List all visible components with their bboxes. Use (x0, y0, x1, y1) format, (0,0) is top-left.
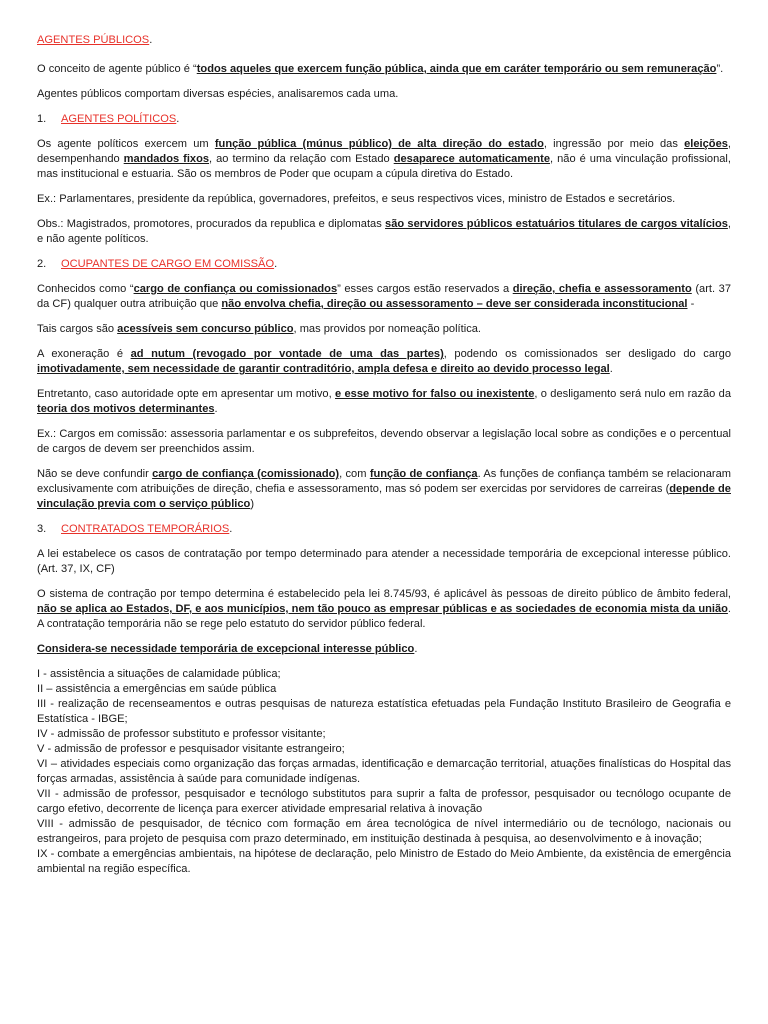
list-item: IX - combate a emergências ambientais, na hipótese de declaração, pelo Ministro de Estado do Meio Ambiente, da existência de emergência ambiental na região específica. (37, 848, 731, 875)
document-title (37, 33, 731, 48)
section-2-paragraph-3 (37, 347, 731, 377)
intro-paragraph-2: Agentes públicos comportam diversas espécies, analisaremos cada uma. (37, 88, 399, 100)
section-1-observation (37, 217, 731, 247)
section-3-paragraph-1: A lei estabelece os casos de contratação por tempo determinado para atender a necessidade temporária de excepcional interesse público. (Art. 37, IX, CF) (37, 548, 731, 575)
text-run: - (687, 298, 695, 310)
emphasis-run: imotivadamente, sem necessidade de garantir contraditório, ampla defesa e direito ao devido processo legal (37, 363, 610, 375)
text-run: . As funções de confiança também se relacionaram exclusivamente com atribuições de direção, chefia e assessoramento, mas só podem ser exercidas por servidores de carreiras ( (37, 468, 731, 495)
section-1-title: AGENTES POLÍTICOS (61, 113, 177, 125)
section-1-heading (37, 112, 731, 127)
emphasis-run: e esse motivo for falso ou inexistente (335, 388, 535, 400)
section-2-paragraph-1 (37, 282, 731, 312)
emphasis-run: são servidores públicos estatuários titulares de cargos vitalícios (385, 218, 728, 230)
section-2-dot: . (274, 258, 278, 270)
text-run: A exoneração é (37, 348, 131, 360)
title-text: AGENTES PÚBLICOS (37, 34, 150, 46)
text-run: Entretanto, caso autoridade opte em apresentar um motivo, (37, 388, 335, 400)
emphasis-run: direção, chefia e assessoramento (512, 283, 692, 295)
text-run: , não é uma vinculação profissional, mas institucional e estuaria. São os membros de Poder que ocupam a cúpula diretiva do Estado. (37, 153, 731, 180)
text-run: , mas providos por nomeação política. (293, 323, 481, 335)
text-run: (art. 37 da CF) qualquer outra atribuição que (37, 283, 731, 310)
list-item: II – assistência a emergências em saúde pública (37, 683, 277, 695)
list-item: VII - admissão de professor, pesquisador e tecnólogo substitutos para suprir a falta de professor, pesquisador ou tecnólogo ocupante de cargo efetivo, decorrente de licença para exercer atividade empresarial relativa à inovação (37, 788, 731, 815)
title-dot: . (149, 34, 153, 46)
section-3-title: CONTRATADOS TEMPORÁRIOS (61, 523, 230, 535)
section-3-heading (37, 522, 731, 537)
section-2-heading (37, 257, 731, 272)
list-item: III - realização de recenseamentos e outras pesquisas de natureza estatística efetuadas pela Fundação Instituto Brasileiro de Geografia e Estatística - IBGE; (37, 698, 731, 725)
emphasis-run: eleições (684, 138, 728, 150)
text-run: . (214, 403, 218, 415)
emphasis-run: mandados fixos (123, 153, 210, 165)
emphasis-run: teoria dos motivos determinantes (37, 403, 215, 415)
section-1-paragraph (37, 137, 731, 182)
intro-end: ”. (716, 63, 724, 75)
section-3-number: 3. (37, 523, 47, 535)
text-run: , com (339, 468, 370, 480)
section-3-paragraph-2 (37, 587, 731, 632)
intro-emphasis: todos aqueles que exercem função pública, ainda que em caráter temporário ou sem remuneração (196, 63, 717, 75)
emphasis-run: depende de vinculação previa com o serviço público (37, 483, 731, 510)
text-run: Os agente políticos exercem um (37, 138, 215, 150)
section-1-dot: . (176, 113, 180, 125)
section-2-title: OCUPANTES DE CARGO EM COMISSÃO (61, 258, 275, 270)
text-run: , e não agente políticos. (37, 218, 731, 245)
emphasis-run: função de confiança (369, 468, 478, 480)
text-run: , desempenhando (37, 138, 732, 165)
text-run: , ingressão por meio das (543, 138, 685, 150)
text-run: Conhecidos como “ (37, 283, 134, 295)
text-run: . (609, 363, 613, 375)
text-run: ” esses cargos estão reservados a (337, 283, 513, 295)
text-run: . A contratação temporária não se rege pelo estatuto do servidor público federal. (37, 603, 731, 630)
section-2-paragraph-5 (37, 467, 731, 512)
considera-dot: . (414, 643, 418, 655)
section-3-dot: . (229, 523, 233, 535)
emphasis-run: Considera-se necessidade temporária de excepcional interesse público (37, 643, 415, 655)
text-run: O sistema de contração por tempo determina é estabelecido pela lei 8.745/93, é aplicável às pessoas de direito público de âmbito federal, (37, 588, 731, 600)
intro-paragraph (37, 62, 731, 77)
emphasis-run: desaparece automaticamente (393, 153, 551, 165)
text-run: , podendo os comissionados ser desligado do cargo (443, 348, 732, 360)
emphasis-run: não se aplica ao Estados, DF, e aos municípios, nem tão pouco as empresar públicas e as sociedades de economia mista da união (37, 603, 728, 615)
list-item: I - assistência a situações de calamidade pública; (37, 668, 281, 680)
section-1-example: Ex.: Parlamentares, presidente da república, governadores, prefeitos, e seus respectivos vices, ministro de Estados e secretários. (37, 193, 676, 205)
list-item: VI – atividades especiais como organização das forças armadas, identificação e demarcação territorial, atuações finalísticas do Hospital das forças armadas, assistência à saúde para comunidade indígenas. (37, 758, 731, 785)
emphasis-run: ad nutum (revogado por vontade de uma das partes) (130, 348, 444, 360)
list-item: V - admissão de professor e pesquisador visitante estrangeiro; (37, 743, 345, 755)
text-run: , ao termino da relação com Estado (209, 153, 394, 165)
section-2-number: 2. (37, 258, 47, 270)
section-1-number: 1. (37, 113, 47, 125)
section-2-paragraph-4 (37, 387, 731, 417)
intro-text: O conceito de agente público é “ (37, 63, 197, 75)
section-2-example: Ex.: Cargos em comissão: assessoria parlamentar e os subprefeitos, devendo observar a legislação local sobre as condições e o percentual de cargos de devem ser preenchidos assim. (37, 428, 731, 455)
list-item: IV - admissão de professor substituto e professor visitante; (37, 728, 326, 740)
emphasis-run: não envolva chefia, direção ou assessoramento – deve ser considerada inconstitucional (221, 298, 688, 310)
text-run: Tais cargos são (37, 323, 118, 335)
section-3-considera (37, 642, 731, 657)
text-run: , o desligamento será nulo em razão da (534, 388, 732, 400)
text-run: Obs.: Magistrados, promotores, procurados da republica e diplomatas (37, 218, 386, 230)
emphasis-run: cargo de confiança ou comissionados (133, 283, 338, 295)
section-2-paragraph-2 (37, 322, 731, 337)
section-3-items-list (37, 667, 731, 877)
text-run: Não se deve confundir (37, 468, 153, 480)
list-item: VIII - admissão de pesquisador, de técnico com formação em área tecnológica de nível intermediário ou de tecnólogo, nacionais ou estrangeiros, para projeto de pesquisa com prazo determinado, em instituição destinada à pesquisa, ao desenvolvimento e à inovação; (37, 818, 731, 845)
text-run: ) (250, 498, 255, 510)
emphasis-run: função pública (múnus público) de alta direção do estado (214, 138, 544, 150)
emphasis-run: cargo de confiança (comissionado) (152, 468, 340, 480)
emphasis-run: acessíveis sem concurso público (117, 323, 294, 335)
